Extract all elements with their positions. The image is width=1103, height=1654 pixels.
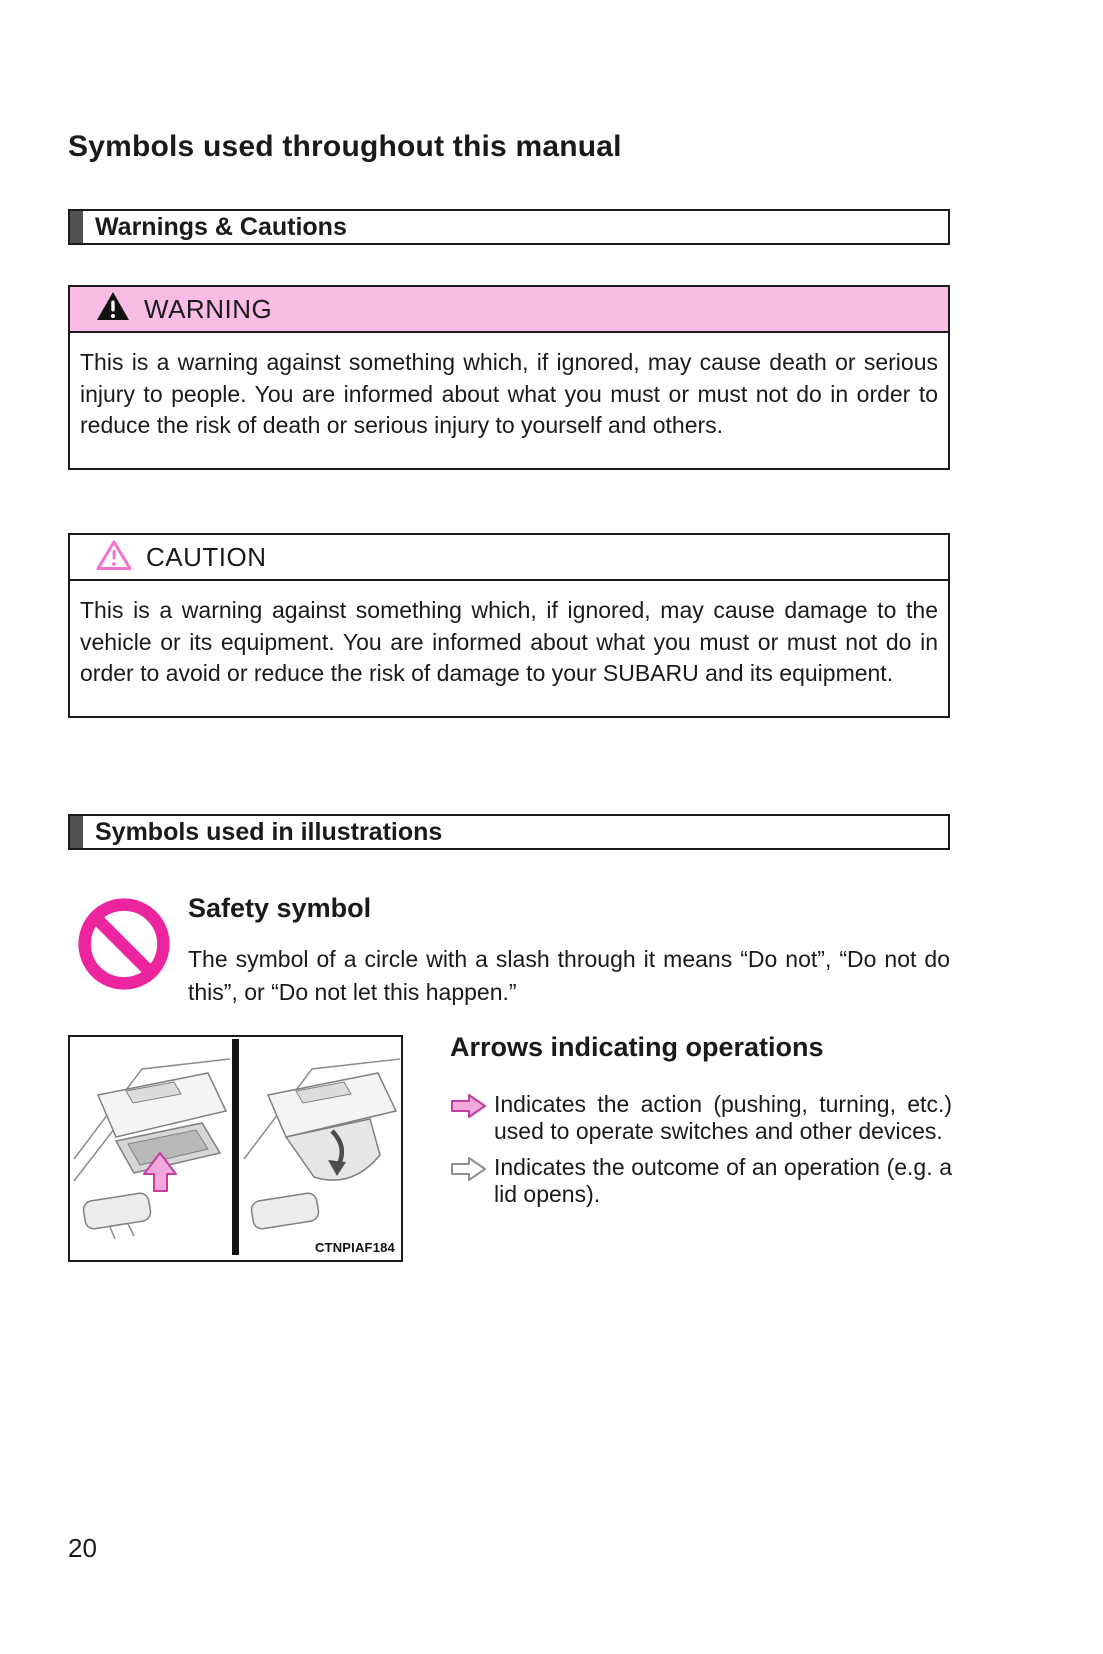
- section-header-bar: [70, 816, 83, 848]
- arrow-item-text: Indicates the outcome of an operation (e.g. a lid opens).: [494, 1154, 952, 1207]
- section-header-warnings-cautions: [68, 209, 950, 245]
- page-number: 20: [68, 1533, 97, 1563]
- caution-body: This is a warning against something which, if ignored, may cause damage to the vehicle or its equipment. You are informed about what you must or must not do in order to avoid or reduce the risk of damage to your SUBARU and its equipment.: [80, 597, 938, 686]
- page-title: Symbols used throughout this manual: [68, 130, 622, 163]
- caution-label: CAUTION: [146, 541, 267, 572]
- caution-box: [68, 533, 950, 718]
- illustration-figure: [68, 1035, 403, 1262]
- overhead-console-illustration: [70, 1037, 401, 1260]
- section-header-bar: [70, 211, 83, 243]
- arrows-heading: Arrows indicating operations: [450, 1032, 824, 1062]
- arrow-item-text: Indicates the action (pushing, turning, etc.) used to operate switches and other devices.: [494, 1091, 952, 1144]
- outcome-arrow-icon: [450, 1155, 488, 1188]
- section-header-label: Symbols used in illustrations: [95, 817, 443, 846]
- safety-symbol-heading: Safety symbol: [188, 893, 372, 923]
- action-arrow-icon: [450, 1092, 488, 1125]
- arrows-section: [450, 1032, 952, 1217]
- no-prohibition-icon: [76, 896, 172, 992]
- safety-symbol-body: The symbol of a circle with a slash through it means “Do not”, “Do not do this”, or “Do not let this happen.”: [188, 946, 950, 1005]
- section-header-symbols-illustrations: [68, 814, 950, 850]
- warning-label: WARNING: [144, 293, 273, 324]
- arrow-item: [450, 1091, 952, 1144]
- caution-band: [70, 535, 948, 581]
- warning-body: This is a warning against something which, if ignored, may cause death or serious injury to people. You are informed about what you must or must not do in order to reduce the risk of death or serious injury to yourself and others.: [80, 349, 938, 438]
- warning-band: [70, 287, 948, 333]
- warning-triangle-icon: [96, 291, 130, 327]
- section-header-label: Warnings & Cautions: [95, 212, 347, 241]
- arrow-item: [450, 1154, 952, 1207]
- warning-box: [68, 285, 950, 470]
- illustration-code: CTNPIAF184: [314, 1240, 395, 1255]
- caution-triangle-icon: [96, 539, 132, 576]
